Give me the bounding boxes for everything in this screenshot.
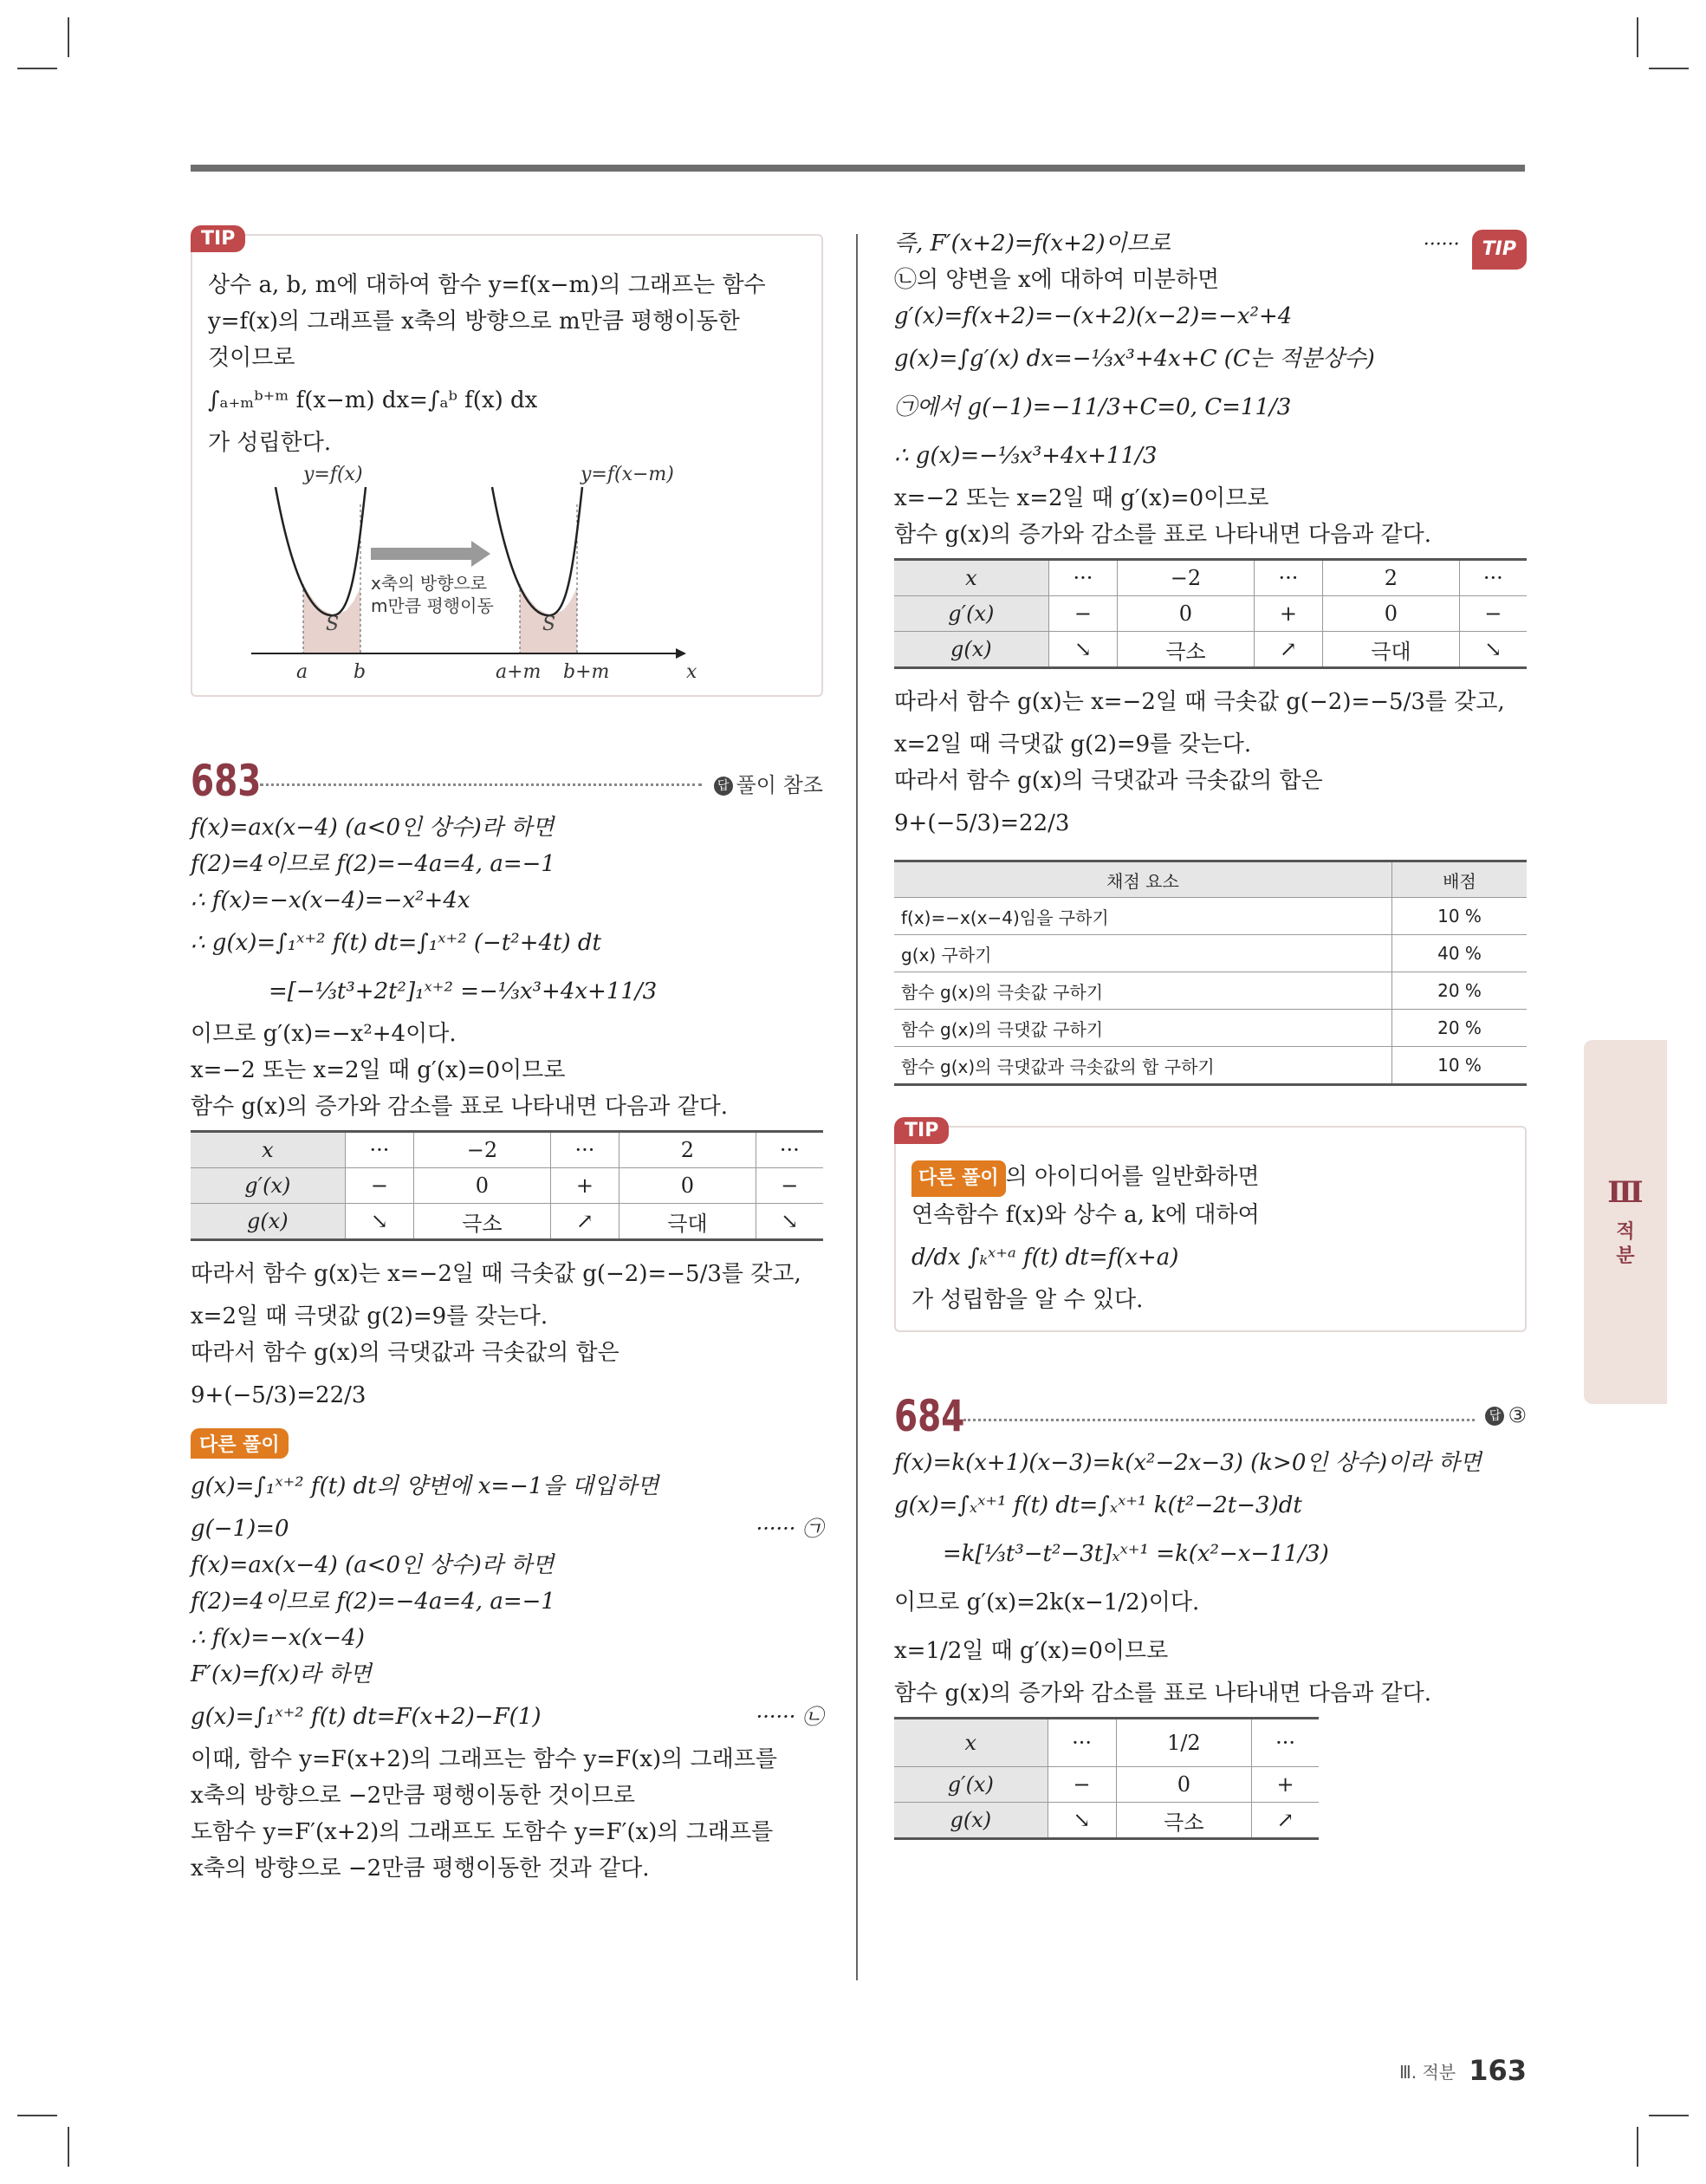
tip-badge: TIP (191, 225, 245, 252)
alt-line (191, 1656, 823, 1693)
tip-line: 가 성립함을 알 수 있다. (911, 1287, 1144, 1313)
table-cell: 극대 (619, 1204, 756, 1240)
alt-text: x축의 방향으로 −2만큼 평행이동한 것이므로 (191, 1783, 636, 1809)
table-cell: 0 (1118, 596, 1255, 632)
solution-line: 함수 g(x)의 증가와 감소를 표로 나타내면 다음과 같다. (894, 522, 1432, 548)
header-rule (191, 165, 1525, 172)
problem-number: 684 (894, 1391, 965, 1441)
tick-a: a (296, 661, 308, 683)
table-cell: x (894, 1719, 1048, 1767)
crop-mark (1649, 68, 1689, 69)
answer-text: 풀이 참조 (736, 773, 823, 797)
table-cell: g(x) (894, 1803, 1048, 1839)
alt-text: F′(x)=f(x)라 하면 (191, 1661, 372, 1687)
table-cell: 10 % (1392, 1047, 1528, 1085)
table-cell: − (1048, 1767, 1116, 1803)
table-row (191, 1132, 823, 1168)
table-cell: g(x) 구하기 (894, 935, 1392, 972)
table-cell: 함수 g(x)의 극솟값 구하기 (894, 972, 1392, 1010)
solution-line: 이므로 g′(x)=2k(x−1/2)이다. (894, 1589, 1200, 1615)
alt-line (191, 1583, 823, 1620)
alt-text: x축의 방향으로 −2만큼 평행이동한 것과 같다. (191, 1856, 650, 1882)
solution-line: 따라서 함수 g(x)는 x=−2일 때 극솟값 g(−2)=−5/3를 갖고, (894, 689, 1505, 715)
alt-line (191, 1462, 823, 1511)
table-cell: 10 % (1392, 898, 1528, 935)
tick-a-plus-m: a+m (496, 661, 542, 683)
arrow-head (471, 541, 490, 567)
crop-mark (1637, 17, 1638, 57)
table-cell: g′(x) (191, 1168, 345, 1204)
tip-formula: d/dx ∫ₖˣ⁺ᵃ f(t) dt=f(x+a) (911, 1245, 1179, 1271)
table-row (894, 560, 1527, 596)
table-cell: 40 % (1392, 935, 1528, 972)
solution-line: x=2일 때 극댓값 g(2)=9를 갖는다. (191, 1303, 548, 1329)
table-cell: + (1252, 1767, 1319, 1803)
crop-mark (68, 2127, 69, 2167)
left-column (191, 225, 823, 1887)
alt-line (191, 1511, 823, 1547)
solution-line: 함수 g(x)의 증가와 감소를 표로 나타내면 다음과 같다. (894, 1680, 1432, 1706)
chapter-side-tab (1584, 1040, 1667, 1404)
variation-table (894, 558, 1527, 669)
table-cell: ↗ (1252, 1803, 1319, 1839)
solution-line: 따라서 함수 g(x)는 x=−2일 때 극솟값 g(−2)=−5/3를 갖고, (191, 1261, 801, 1287)
answer (714, 768, 823, 798)
column-divider (856, 234, 858, 1980)
solution-line: =k[⅓t³−t²−3t]ₓˣ⁺¹ =k(x²−x−11/3) (943, 1541, 1329, 1567)
x-axis-arrow (676, 648, 686, 659)
table-cell: x (894, 560, 1048, 596)
chapter-numeral: Ⅲ (1607, 1175, 1644, 1210)
leader-dots (963, 1419, 1475, 1421)
table-cell: + (1254, 596, 1322, 632)
table-cell: 0 (414, 1168, 551, 1204)
table-cell: 극대 (1323, 632, 1460, 668)
table-cell: − (1459, 596, 1527, 632)
solution-line: ㉠에서 g(−1)=−11/3+C=0, C=11/3 (894, 394, 1292, 420)
alt-line (191, 1778, 823, 1814)
page-footer (1399, 2054, 1527, 2087)
solution-line (894, 225, 1527, 262)
problem-684-header (894, 1384, 1527, 1445)
table-cell: 20 % (1392, 972, 1528, 1010)
table-cell: 극소 (414, 1204, 551, 1240)
table-cell: ··· (345, 1132, 413, 1168)
crop-mark (1649, 2115, 1689, 2116)
table-cell: ··· (1048, 560, 1117, 596)
table-cell: 0 (619, 1168, 756, 1204)
solution-line: ㉡의 양변을 x에 대하여 미분하면 (894, 267, 1220, 293)
answer-icon: 답 (1485, 1407, 1504, 1426)
table-cell: 2 (619, 1132, 756, 1168)
table-row (894, 1719, 1319, 1767)
alt-solution-badge: 다른 풀이 (191, 1428, 289, 1459)
leader-dots: ······ (1423, 234, 1460, 256)
table-cell: ··· (756, 1132, 823, 1168)
table-cell: f(x)=−x(x−4)임을 구하기 (894, 898, 1392, 935)
table-cell: ↗ (550, 1204, 619, 1240)
table-cell: 20 % (1392, 1010, 1528, 1047)
solution-line: g(x)=∫ₓˣ⁺¹ f(t) dt=∫ₓˣ⁺¹ k(t²−2t−3)dt (894, 1492, 1302, 1518)
table-cell: 1/2 (1116, 1719, 1252, 1767)
left-tip-box (191, 228, 823, 697)
table-cell: ↘ (1048, 632, 1117, 668)
alt-text: g(x)=∫₁ˣ⁺² f(t) dt의 양변에 x=−1을 대입하면 (191, 1473, 659, 1499)
chapter-char: 적 (1616, 1221, 1635, 1243)
table-header: 채점 요소 (894, 861, 1392, 898)
variation-table (191, 1130, 823, 1241)
tip-line: y=f(x)의 그래프를 x축의 방향으로 m만큼 평행이동한 (208, 309, 740, 335)
solution-line: 따라서 함수 g(x)의 극댓값과 극솟값의 합은 (894, 768, 1323, 794)
right-tip-box (894, 1120, 1527, 1332)
crop-mark (17, 2115, 57, 2116)
table-cell: 함수 g(x)의 극댓값과 극솟값의 합 구하기 (894, 1047, 1392, 1085)
tip-line: 상수 a, b, m에 대하여 함수 y=f(x−m)의 그래프는 함수 (208, 272, 766, 298)
table-row (894, 1767, 1319, 1803)
table-cell: −2 (1118, 560, 1255, 596)
tick-b-plus-m: b+m (563, 661, 610, 683)
alt-text: f(x)=ax(x−4) (a<0인 상수)라 하면 (191, 1552, 555, 1578)
alt-mark: ······ ㉡ (756, 1705, 823, 1729)
solution-line: 9+(−5/3)=22/3 (894, 810, 1070, 836)
alt-mark: ······ ㉠ (756, 1517, 823, 1541)
solution-line: 9+(−5/3)=22/3 (191, 1382, 366, 1408)
alt-text: f(2)=4이므로 f(2)=−4a=4, a=−1 (191, 1589, 555, 1615)
answer-text: ③ (1508, 1403, 1527, 1427)
table-row (894, 1047, 1527, 1085)
table-cell: ··· (1459, 560, 1527, 596)
table-cell: 2 (1323, 560, 1460, 596)
table-cell: 극소 (1118, 632, 1255, 668)
table-row (894, 1010, 1527, 1047)
tip-badge: TIP (1472, 230, 1527, 270)
table-row (894, 596, 1527, 632)
solution-line: 함수 g(x)의 증가와 감소를 표로 나타내면 다음과 같다. (191, 1094, 729, 1120)
chapter-label: Ⅲ. 적분 (1398, 2061, 1456, 2083)
alt-text: 도함수 y=F′(x+2)의 그래프도 도함수 y=F′(x)의 그래프를 (191, 1819, 774, 1845)
table-cell: ··· (550, 1132, 619, 1168)
arrow-text-1: x축의 방향으로 (371, 573, 488, 594)
table-cell: x (191, 1132, 345, 1168)
leader-dots (260, 783, 702, 786)
tip-badge: TIP (894, 1117, 949, 1144)
solution-line: f(x)=ax(x−4) (a<0인 상수)라 하면 (191, 815, 555, 841)
table-row (894, 898, 1527, 935)
chapter-title (1584, 1220, 1667, 1269)
solution-line: ∴ f(x)=−x(x−4)=−x²+4x (191, 887, 470, 913)
alt-text: 이때, 함수 y=F(x+2)의 그래프는 함수 y=F(x)의 그래프를 (191, 1746, 777, 1772)
table-cell: − (345, 1168, 413, 1204)
solution-line: x=1/2일 때 g′(x)=0이므로 (894, 1638, 1169, 1664)
solution-line: =[−⅓t³+2t²]₁ˣ⁺² =−⅓x³+4x+11/3 (269, 978, 658, 1004)
tip-formula: ∫ₐ₊ₘᵇ⁺ᵐ f(x−m) dx=∫ₐᵇ f(x) dx (208, 387, 538, 413)
table-cell: + (550, 1168, 619, 1204)
answer (1485, 1403, 1527, 1427)
solution-line: g(x)=∫g′(x) dx=−⅓x³+4x+C (C는 적분상수) (894, 346, 1375, 372)
solution-line: x=−2 또는 x=2일 때 g′(x)=0이므로 (894, 485, 1269, 511)
tip-line: 가 성립한다. (208, 430, 332, 456)
problem-number: 683 (191, 756, 262, 806)
alt-text: g(x)=∫₁ˣ⁺² f(t) dt=F(x+2)−F(1) (191, 1704, 542, 1730)
solution-line: x=−2 또는 x=2일 때 g′(x)=0이므로 (191, 1057, 566, 1083)
page-number: 163 (1469, 2054, 1527, 2087)
table-cell: g′(x) (894, 596, 1048, 632)
table-cell: ↗ (1254, 632, 1322, 668)
table-cell: −2 (414, 1132, 551, 1168)
solution-line: 이므로 g′(x)=−x²+4이다. (191, 1021, 457, 1047)
table-row (894, 1803, 1319, 1839)
solution-line: g′(x)=f(x+2)=−(x+2)(x−2)=−x²+4 (894, 303, 1293, 329)
curve-f-shifted-label: y=f(x−m) (581, 464, 674, 485)
table-cell: − (756, 1168, 823, 1204)
table-cell: ↘ (756, 1204, 823, 1240)
right-column (894, 225, 1527, 1849)
table-cell: 함수 g(x)의 극댓값 구하기 (894, 1010, 1392, 1047)
table-cell: ··· (1254, 560, 1322, 596)
table-cell: ↘ (1459, 632, 1527, 668)
alt-line (191, 1814, 823, 1850)
scoring-table (894, 860, 1527, 1086)
tip-text: 의 아이디어를 일반화하면 (1005, 1164, 1260, 1190)
alt-text: g(−1)=0 (191, 1516, 289, 1542)
table-cell: g(x) (191, 1204, 345, 1240)
area-label-2: S (542, 614, 556, 635)
axis-x-label: x (686, 661, 697, 683)
solution-line: x=2일 때 극댓값 g(2)=9를 갖는다. (894, 731, 1252, 757)
table-header: 배점 (1392, 861, 1528, 898)
alt-solution-ref: 다른 풀이 (911, 1160, 1006, 1197)
arrow-body (371, 548, 471, 560)
tip-line (911, 1159, 1509, 1197)
solution-text: 즉, F′(x+2)=f(x+2)이므로 (894, 231, 1171, 257)
table-row (191, 1204, 823, 1240)
solution-line: f(x)=k(x+1)(x−3)=k(x²−2x−3) (k>0인 상수)이라 하면 (894, 1450, 1482, 1476)
table-row (894, 632, 1527, 668)
table-row (894, 935, 1527, 972)
area-label-1: S (326, 614, 340, 635)
variation-table (894, 1717, 1319, 1840)
table-cell: 0 (1323, 596, 1460, 632)
alt-line (191, 1620, 823, 1656)
crop-mark (1637, 2127, 1638, 2167)
tick-b: b (354, 661, 366, 683)
translation-graph (208, 461, 808, 683)
table-row (894, 972, 1527, 1010)
problem-683-header (191, 749, 823, 809)
curve-f-shifted (492, 487, 582, 615)
tip-line: 연속함수 f(x)와 상수 a, k에 대하여 (911, 1202, 1260, 1228)
solution-line: ∴ g(x)=−⅓x³+4x+11/3 (894, 443, 1158, 469)
curve-f-label: y=f(x) (303, 464, 363, 485)
alt-line (191, 1693, 823, 1741)
answer-icon: 답 (714, 777, 733, 796)
solution-line: ∴ g(x)=∫₁ˣ⁺² f(t) dt=∫₁ˣ⁺² (−t²+4t) dt (191, 930, 601, 956)
table-cell: ··· (1048, 1719, 1116, 1767)
chapter-char: 분 (1616, 1245, 1635, 1267)
table-cell: g(x) (894, 632, 1048, 668)
arrow-text-2: m만큼 평행이동 (371, 595, 494, 616)
alt-line (191, 1547, 823, 1583)
alt-line (191, 1850, 823, 1887)
table-row (894, 861, 1527, 898)
alt-line (191, 1741, 823, 1778)
tip-line: 것이므로 (208, 345, 295, 371)
curve-f (276, 487, 366, 615)
table-cell: ··· (1252, 1719, 1319, 1767)
alt-text: ∴ f(x)=−x(x−4) (191, 1625, 365, 1651)
table-cell: − (1048, 596, 1117, 632)
crop-mark (17, 68, 57, 69)
solution-line: 따라서 함수 g(x)의 극댓값과 극솟값의 합은 (191, 1340, 619, 1366)
solution-line: f(2)=4이므로 f(2)=−4a=4, a=−1 (191, 851, 555, 877)
crop-mark (68, 17, 69, 57)
table-cell: 극소 (1116, 1803, 1252, 1839)
table-cell: ↘ (345, 1204, 413, 1240)
table-row (191, 1168, 823, 1204)
table-cell: 0 (1116, 1767, 1252, 1803)
table-cell: g′(x) (894, 1767, 1048, 1803)
table-cell: ↘ (1048, 1803, 1116, 1839)
